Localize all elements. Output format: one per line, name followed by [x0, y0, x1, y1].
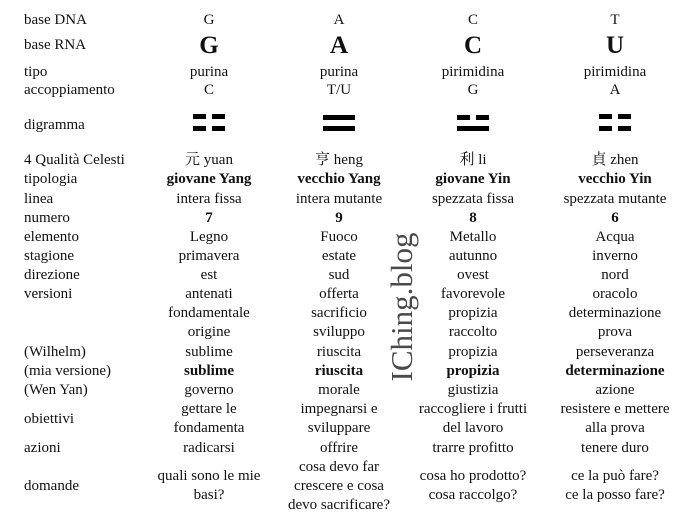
- cell-azioni: radicarsi: [183, 440, 235, 456]
- cell-base-dna: T: [610, 12, 620, 28]
- cell-versioni: origine: [187, 324, 231, 340]
- cell-tipologia: giovane Yang: [166, 171, 252, 187]
- cell-obiettivi: sviluppare: [307, 420, 371, 436]
- cell-tipo: purina: [189, 64, 229, 80]
- cell-mia-versione: propizia: [446, 363, 500, 379]
- cell-domande: basi?: [193, 487, 225, 503]
- digram-line: [457, 126, 489, 131]
- cell-linea: intera mutante: [295, 191, 383, 207]
- cell-base-rna: C: [463, 32, 483, 59]
- cell-domande: ce la posso fare?: [565, 487, 665, 503]
- cell-elemento: Fuoco: [320, 229, 358, 245]
- row-label-obiettivi: obiettivi: [24, 411, 74, 427]
- watermark: IChing.blog: [384, 232, 419, 382]
- cell-linea: intera fissa: [176, 191, 242, 207]
- digram-line: [323, 126, 355, 131]
- digram-line: [323, 115, 355, 120]
- cell-qualita: 貞 zhen: [591, 152, 639, 168]
- cell-wilhelm: propizia: [448, 344, 498, 360]
- cell-wilhelm: sublime: [185, 344, 233, 360]
- cell-base-dna: G: [203, 12, 215, 28]
- cell-versioni: determinazione: [568, 305, 662, 321]
- row-label-versioni: versioni: [24, 286, 73, 302]
- digram-line: [599, 114, 612, 119]
- cell-tipo: pirimidina: [583, 64, 647, 80]
- cell-domande: cosa raccolgo?: [428, 487, 518, 503]
- cell-base-rna: U: [605, 32, 625, 59]
- cell-direzione: ovest: [457, 267, 489, 283]
- cell-wen-yan: morale: [318, 382, 360, 398]
- cell-base-dna: C: [467, 12, 478, 28]
- cell-versioni: fondamentale: [168, 305, 250, 321]
- cell-tipo: pirimidina: [441, 64, 505, 80]
- cell-numero: 7: [205, 210, 213, 226]
- cell-stagione: estate: [321, 248, 357, 264]
- cell-numero: 8: [469, 210, 477, 226]
- cell-versioni: favorevole: [440, 286, 506, 302]
- cell-linea: spezzata mutante: [563, 191, 667, 207]
- row-label-mia-versione: (mia versione): [24, 363, 112, 379]
- cell-accoppiamento: G: [467, 82, 479, 98]
- cell-direzione: est: [200, 267, 218, 283]
- digram-line: [212, 126, 225, 131]
- cell-numero: 9: [335, 210, 343, 226]
- cell-domande: cosa devo far: [299, 458, 379, 475]
- cell-tipologia: giovane Yin: [435, 171, 511, 187]
- cell-accoppiamento: C: [203, 82, 214, 98]
- cell-wen-yan: governo: [184, 382, 234, 398]
- cell-tipologia: vecchio Yang: [297, 171, 381, 187]
- cell-base-dna: A: [333, 12, 345, 28]
- digram-line: [618, 126, 631, 131]
- cell-direzione: nord: [601, 267, 629, 283]
- row-label-direzione: direzione: [24, 267, 80, 283]
- cell-versioni: raccolto: [448, 324, 498, 340]
- cell-wen-yan: azione: [595, 382, 635, 398]
- cell-tipologia: vecchio Yin: [578, 171, 652, 187]
- digram-yin-yin-icon: [193, 114, 225, 136]
- digram-line: [599, 126, 612, 131]
- cell-mia-versione: determinazione: [565, 363, 665, 379]
- cell-elemento: Metallo: [449, 229, 497, 245]
- row-label-stagione: stagione: [24, 248, 74, 264]
- cell-azioni: tenere duro: [581, 440, 649, 456]
- digram-line: [618, 114, 631, 119]
- cell-domande: devo sacrificare?: [287, 496, 390, 513]
- cell-domande: quali sono le mie: [157, 468, 261, 484]
- cell-versioni: prova: [597, 324, 633, 340]
- cell-obiettivi: del lavoro: [442, 420, 504, 436]
- row-label-linea: linea: [24, 191, 54, 207]
- digram-yin-yin-icon: [599, 114, 631, 136]
- cell-versioni: sviluppo: [313, 324, 365, 340]
- cell-wen-yan: giustizia: [447, 382, 499, 398]
- cell-qualita: 利 li: [459, 152, 487, 168]
- row-label-base-dna: base DNA: [24, 12, 87, 28]
- digram-line: [457, 115, 470, 120]
- cell-wilhelm: riuscita: [316, 344, 362, 360]
- row-label-tipologia: tipologia: [24, 171, 78, 187]
- cell-versioni: oracolo: [592, 286, 638, 302]
- cell-elemento: Acqua: [595, 229, 635, 245]
- cell-elemento: Legno: [189, 229, 229, 245]
- cell-versioni: antenati: [185, 286, 233, 302]
- cell-base-rna: G: [199, 32, 219, 59]
- cell-stagione: primavera: [178, 248, 240, 264]
- cell-linea: spezzata fissa: [431, 191, 515, 207]
- cell-domande: crescere e cosa: [294, 477, 384, 494]
- cell-obiettivi: gettare le: [181, 401, 237, 417]
- cell-accoppiamento: A: [609, 82, 621, 98]
- cell-azioni: offrire: [319, 440, 359, 456]
- row-label-wilhelm: (Wilhelm): [24, 344, 86, 360]
- cell-versioni: offerta: [319, 286, 359, 302]
- cell-base-rna: A: [329, 32, 349, 59]
- digram-line: [193, 114, 206, 119]
- cell-obiettivi: resistere e mettere: [560, 401, 670, 417]
- digram-yang-yang-icon: [323, 114, 355, 136]
- cell-obiettivi: alla prova: [585, 420, 645, 436]
- cell-tipo: purina: [319, 64, 359, 80]
- cell-versioni: propizia: [448, 305, 498, 321]
- cell-mia-versione: riuscita: [314, 363, 364, 379]
- cell-stagione: inverno: [592, 248, 638, 264]
- cell-stagione: autunno: [448, 248, 498, 264]
- row-label-azioni: azioni: [24, 440, 61, 456]
- digram-line: [212, 114, 225, 119]
- cell-mia-versione: sublime: [183, 363, 234, 379]
- cell-azioni: trarre profitto: [432, 440, 514, 456]
- digram-line: [193, 126, 206, 131]
- cell-obiettivi: raccogliere i frutti: [418, 401, 528, 417]
- row-label-numero: numero: [24, 210, 70, 226]
- cell-qualita: 亨 heng: [315, 152, 363, 168]
- cell-obiettivi: impegnarsi e: [300, 401, 378, 417]
- cell-domande: ce la può fare?: [571, 468, 659, 484]
- row-label-base-rna: base RNA: [24, 37, 87, 53]
- row-label-digramma: digramma: [24, 117, 85, 133]
- cell-accoppiamento: T/U: [326, 82, 352, 98]
- row-label-wen-yan: (Wen Yan): [24, 382, 88, 398]
- row-label-accoppiamento: accoppiamento: [24, 82, 115, 98]
- row-label-tipo: tipo: [24, 64, 48, 80]
- cell-qualita: 元 yuan: [185, 152, 233, 168]
- row-label-domande: domande: [24, 478, 79, 494]
- cell-numero: 6: [611, 210, 619, 226]
- cell-domande: cosa ho prodotto?: [419, 468, 527, 484]
- digram-yin-over-yang-icon: [457, 114, 489, 136]
- cell-wilhelm: perseveranza: [575, 344, 655, 360]
- digram-line: [476, 115, 489, 120]
- cell-direzione: sud: [328, 267, 350, 283]
- row-label-qualita: 4 Qualità Celesti: [24, 152, 125, 168]
- row-label-elemento: elemento: [24, 229, 79, 245]
- cell-versioni: sacrificio: [311, 305, 367, 321]
- cell-obiettivi: fondamenta: [173, 420, 245, 436]
